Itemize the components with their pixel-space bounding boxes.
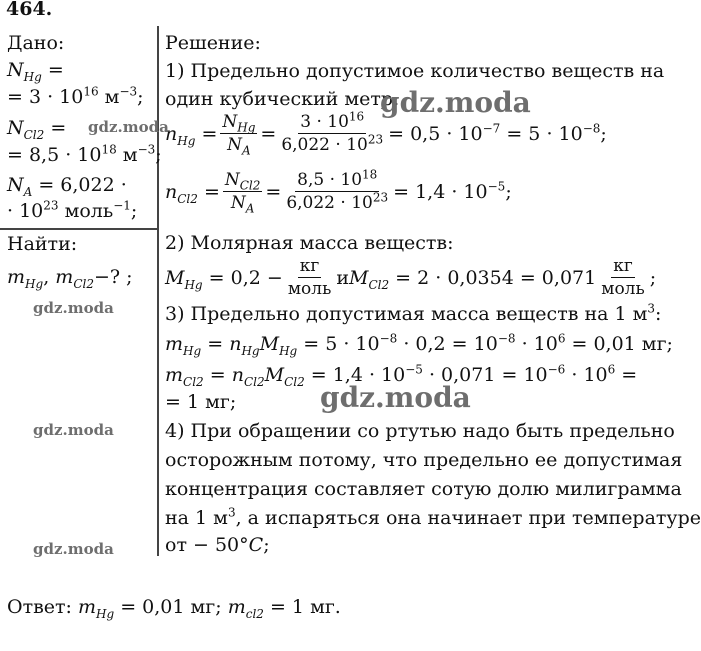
problem-number: 464. <box>6 0 53 20</box>
column-divider <box>157 26 159 556</box>
watermark: gdz.moda <box>33 540 114 558</box>
equation-molar-mass: $M_{Hg} = 0,2$ − $\frac{кг}{\text{моль}}$ и $M_{Cl2} = 2 \cdot 0,0354 = 0,071$ $\frac{кг}{\text{моль}}$ ; <box>165 256 657 299</box>
fraction-values-hg: $\frac{3 \cdot 10^{16}}{6,022 \cdot 10^{23}}$ <box>281 109 384 155</box>
watermark: gdz.moda <box>33 421 114 439</box>
solution-label: Решение: <box>165 32 261 54</box>
step1-line2: один кубический метр: <box>165 88 400 110</box>
equation-mass-cl: $m_{Cl2} = n_{Cl2}M_{Cl2} = 1,4 \cdot 10^{-5} \cdot 0,071 = 10^{-6} \cdot 10^6$ = <box>165 362 638 389</box>
equation-n-cl: $n_{Cl2}$ = $\frac{N_{Cl2}}{N_A}$ = $\frac{8,5 \cdot 10^{18}}{6,022 \cdot 10^{23}}$ = $1,4 \cdot 10^{-5}$; <box>165 167 512 216</box>
step2-text: 2) Молярная масса веществ: <box>165 232 454 254</box>
given-n-cl: $N_{Cl2}$ = <box>7 117 67 142</box>
given-n-hg: $N_{Hg}$ = <box>7 59 64 84</box>
given-divider <box>0 228 158 230</box>
given-na: $N_A = 6,022$ · <box>7 174 127 199</box>
find-label: Найти: <box>7 233 78 255</box>
step4-line5: от − 50°C; <box>165 534 270 556</box>
equation-n-hg: $n_{Hg}$ = $\frac{N_{Hg}}{N_A}$ = $\frac{3 \cdot 10^{16}}{6,022 \cdot 10^{23}}$ = $0,5 \cdot 10^{-7} = 5 \cdot 10^{-8}$; <box>165 109 607 158</box>
given-n-cl-value: = $8,5 \cdot 10^{18}$ $м^{-3}$; <box>7 142 162 166</box>
fraction-values-cl: $\frac{8,5 \cdot 10^{18}}{6,022 \cdot 10^{23}}$ <box>286 167 389 213</box>
step1-line1: 1) Предельно допустимое количество веществ на <box>165 60 665 82</box>
equation-mass-hg: $m_{Hg} = n_{Hg}M_{Hg} = 5 \cdot 10^{-8} \cdot 0,2 = 10^{-8} \cdot 10^6 = 0,01$ мг; <box>165 331 673 358</box>
fraction-nhg-na: $\frac{N_{Hg}}{N_A}$ <box>222 112 256 158</box>
find-values: $m_{Hg}$, $m_{Cl2}-$? ; <box>7 266 133 291</box>
step4-line2: осторожным потому, что предельно ее допустимая <box>165 449 683 471</box>
watermark: gdz.moda <box>88 118 169 136</box>
watermark: gdz.moda <box>380 86 531 119</box>
step4-line1: 4) При обращении со ртутью надо быть предельно <box>165 420 675 442</box>
watermark: gdz.moda <box>320 381 471 414</box>
unit-kg-mol-2: $\frac{кг}{\text{моль}}$ <box>601 256 645 299</box>
given-label: Дано: <box>7 32 65 54</box>
watermark: gdz.moda <box>33 299 114 317</box>
given-na-value: · $10^{23}$ моль$^{-1}$; <box>7 198 138 222</box>
step4-line4: на 1 $м^3$, а испаряться она начинает при температуре <box>165 505 701 529</box>
equation-mass-cl-result: = 1 мг; <box>165 391 237 413</box>
step3-text: 3) Предельно допустимая масса веществ на 1 $м^3$: <box>165 301 662 325</box>
unit-kg-mol-1: $\frac{кг}{\text{моль}}$ <box>287 256 332 299</box>
answer-line: Ответ: $m_{Hg} = 0,01$ мг; $m_{cl2} = 1$ мг. <box>7 596 341 621</box>
given-n-hg-value: = $3 \cdot 10^{16}$ $м^{-3}$; <box>7 84 144 108</box>
step4-line3: концентрация составляет сотую долю милиграмма <box>165 478 682 500</box>
fraction-ncl-na: $\frac{N_{Cl2}}{N_A}$ <box>224 170 261 216</box>
